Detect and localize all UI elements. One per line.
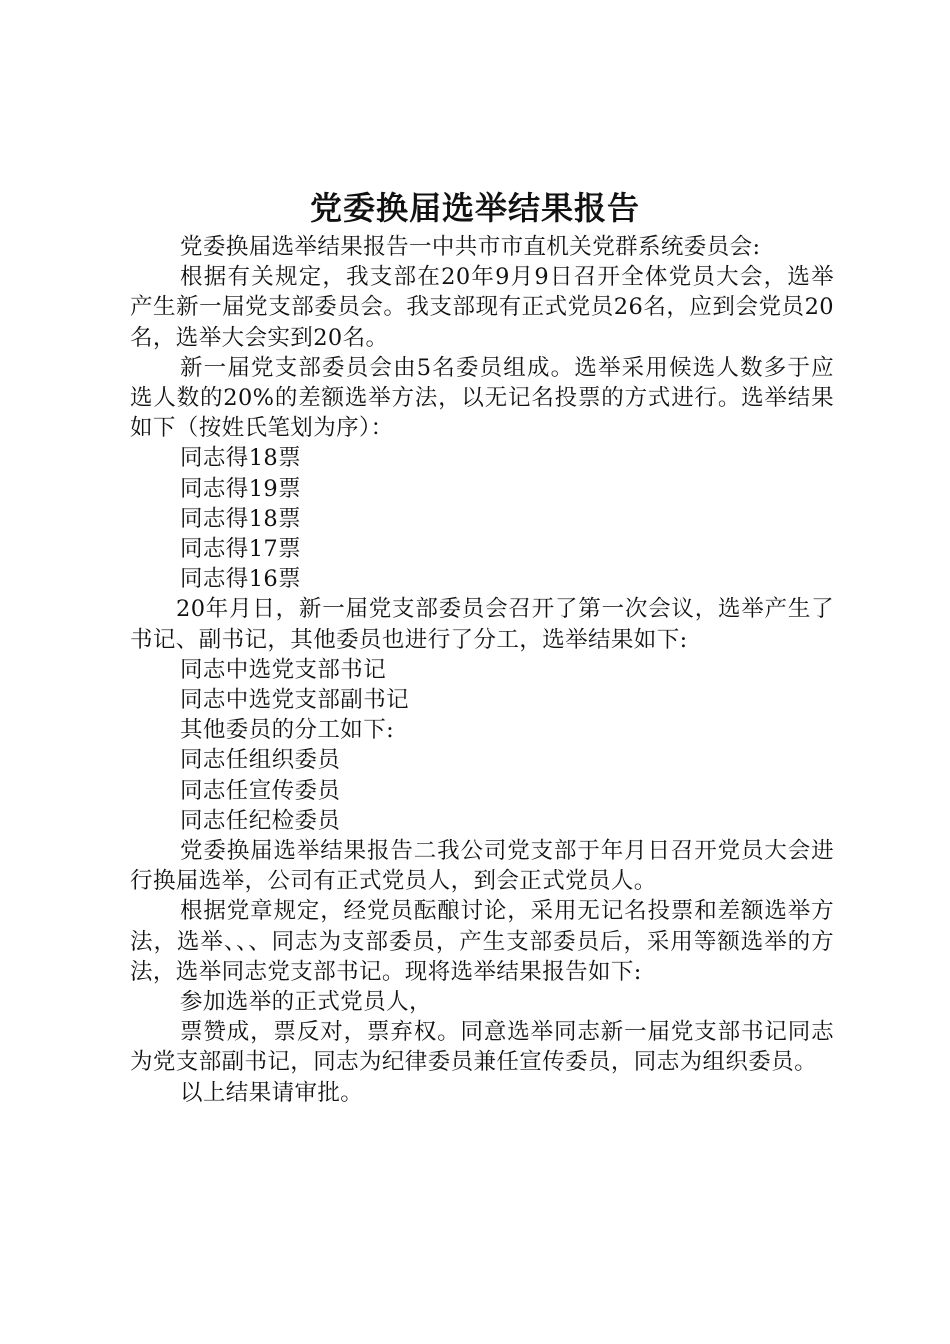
vote-result-line: 同志得19票 [180, 475, 302, 502]
role-line: 同志任组织委员 [180, 747, 341, 774]
vote-result-line: 同志得18票 [180, 445, 302, 472]
role-line: 同志任纪检委员 [180, 807, 341, 834]
document-title: 党委换届选举结果报告 [309, 189, 640, 227]
role-line: 同志任宣传委员 [180, 777, 341, 804]
paragraph-participants: 参加选举的正式党员人， [180, 989, 432, 1016]
role-line: 其他委员的分工如下: [180, 717, 395, 744]
paragraph-first-meeting: 20年月日，新一届党支部委员会召开了第一次会议，选举产生了书记、副书记，其他委员也进行了分工，选举结果如下: [130, 596, 834, 653]
role-line: 同志中选党支部书记 [180, 656, 387, 683]
paragraph-meeting-info: 根据有关规定，我支部在20年9月9日召开全体党员大会，选举产生新一届党支部委员会。我支部现有正式党员26名，应到会党员20名，选举大会实到20名。 [130, 264, 834, 351]
role-line: 同志中选党支部副书记 [180, 687, 410, 714]
paragraph-election-method: 新一届党支部委员会由5名委员组成。选举采用候选人数多于应选人数的20%的差额选举方法，以无记名投票的方式进行。选举结果如下（按姓氏笔划为序）： [130, 354, 834, 442]
vote-result-line: 同志得16票 [180, 566, 302, 593]
vote-result-line: 同志得18票 [180, 505, 302, 532]
paragraph-vote-summary: 票赞成，票反对，票弃权。同意选举同志新一届党支部书记同志为党支部副书记，同志为纪律委员兼任宣传委员，同志为组织委员。 [130, 1019, 834, 1076]
vote-result-line: 同志得17票 [180, 536, 302, 563]
paragraph-report-two: 党委换届选举结果报告二我公司党支部于年月日召开党员大会进行换届选举，公司有正式党员人，到会正式党员人。 [130, 838, 834, 895]
paragraph-addressee: 党委换届选举结果报告一中共市市直机关党群系统委员会: [180, 234, 761, 260]
document-body [130, 232, 834, 1108]
paragraph-closing: 以上结果请审批。 [180, 1079, 364, 1106]
paragraph-party-rules: 根据党章规定，经党员酝酿讨论，采用无记名投票和差额选举方法，选举、、、同志为支部委员，产生支部委员后，采用等额选举的方法，选举同志党支部书记。现将选举结果报告如下: [130, 898, 834, 985]
